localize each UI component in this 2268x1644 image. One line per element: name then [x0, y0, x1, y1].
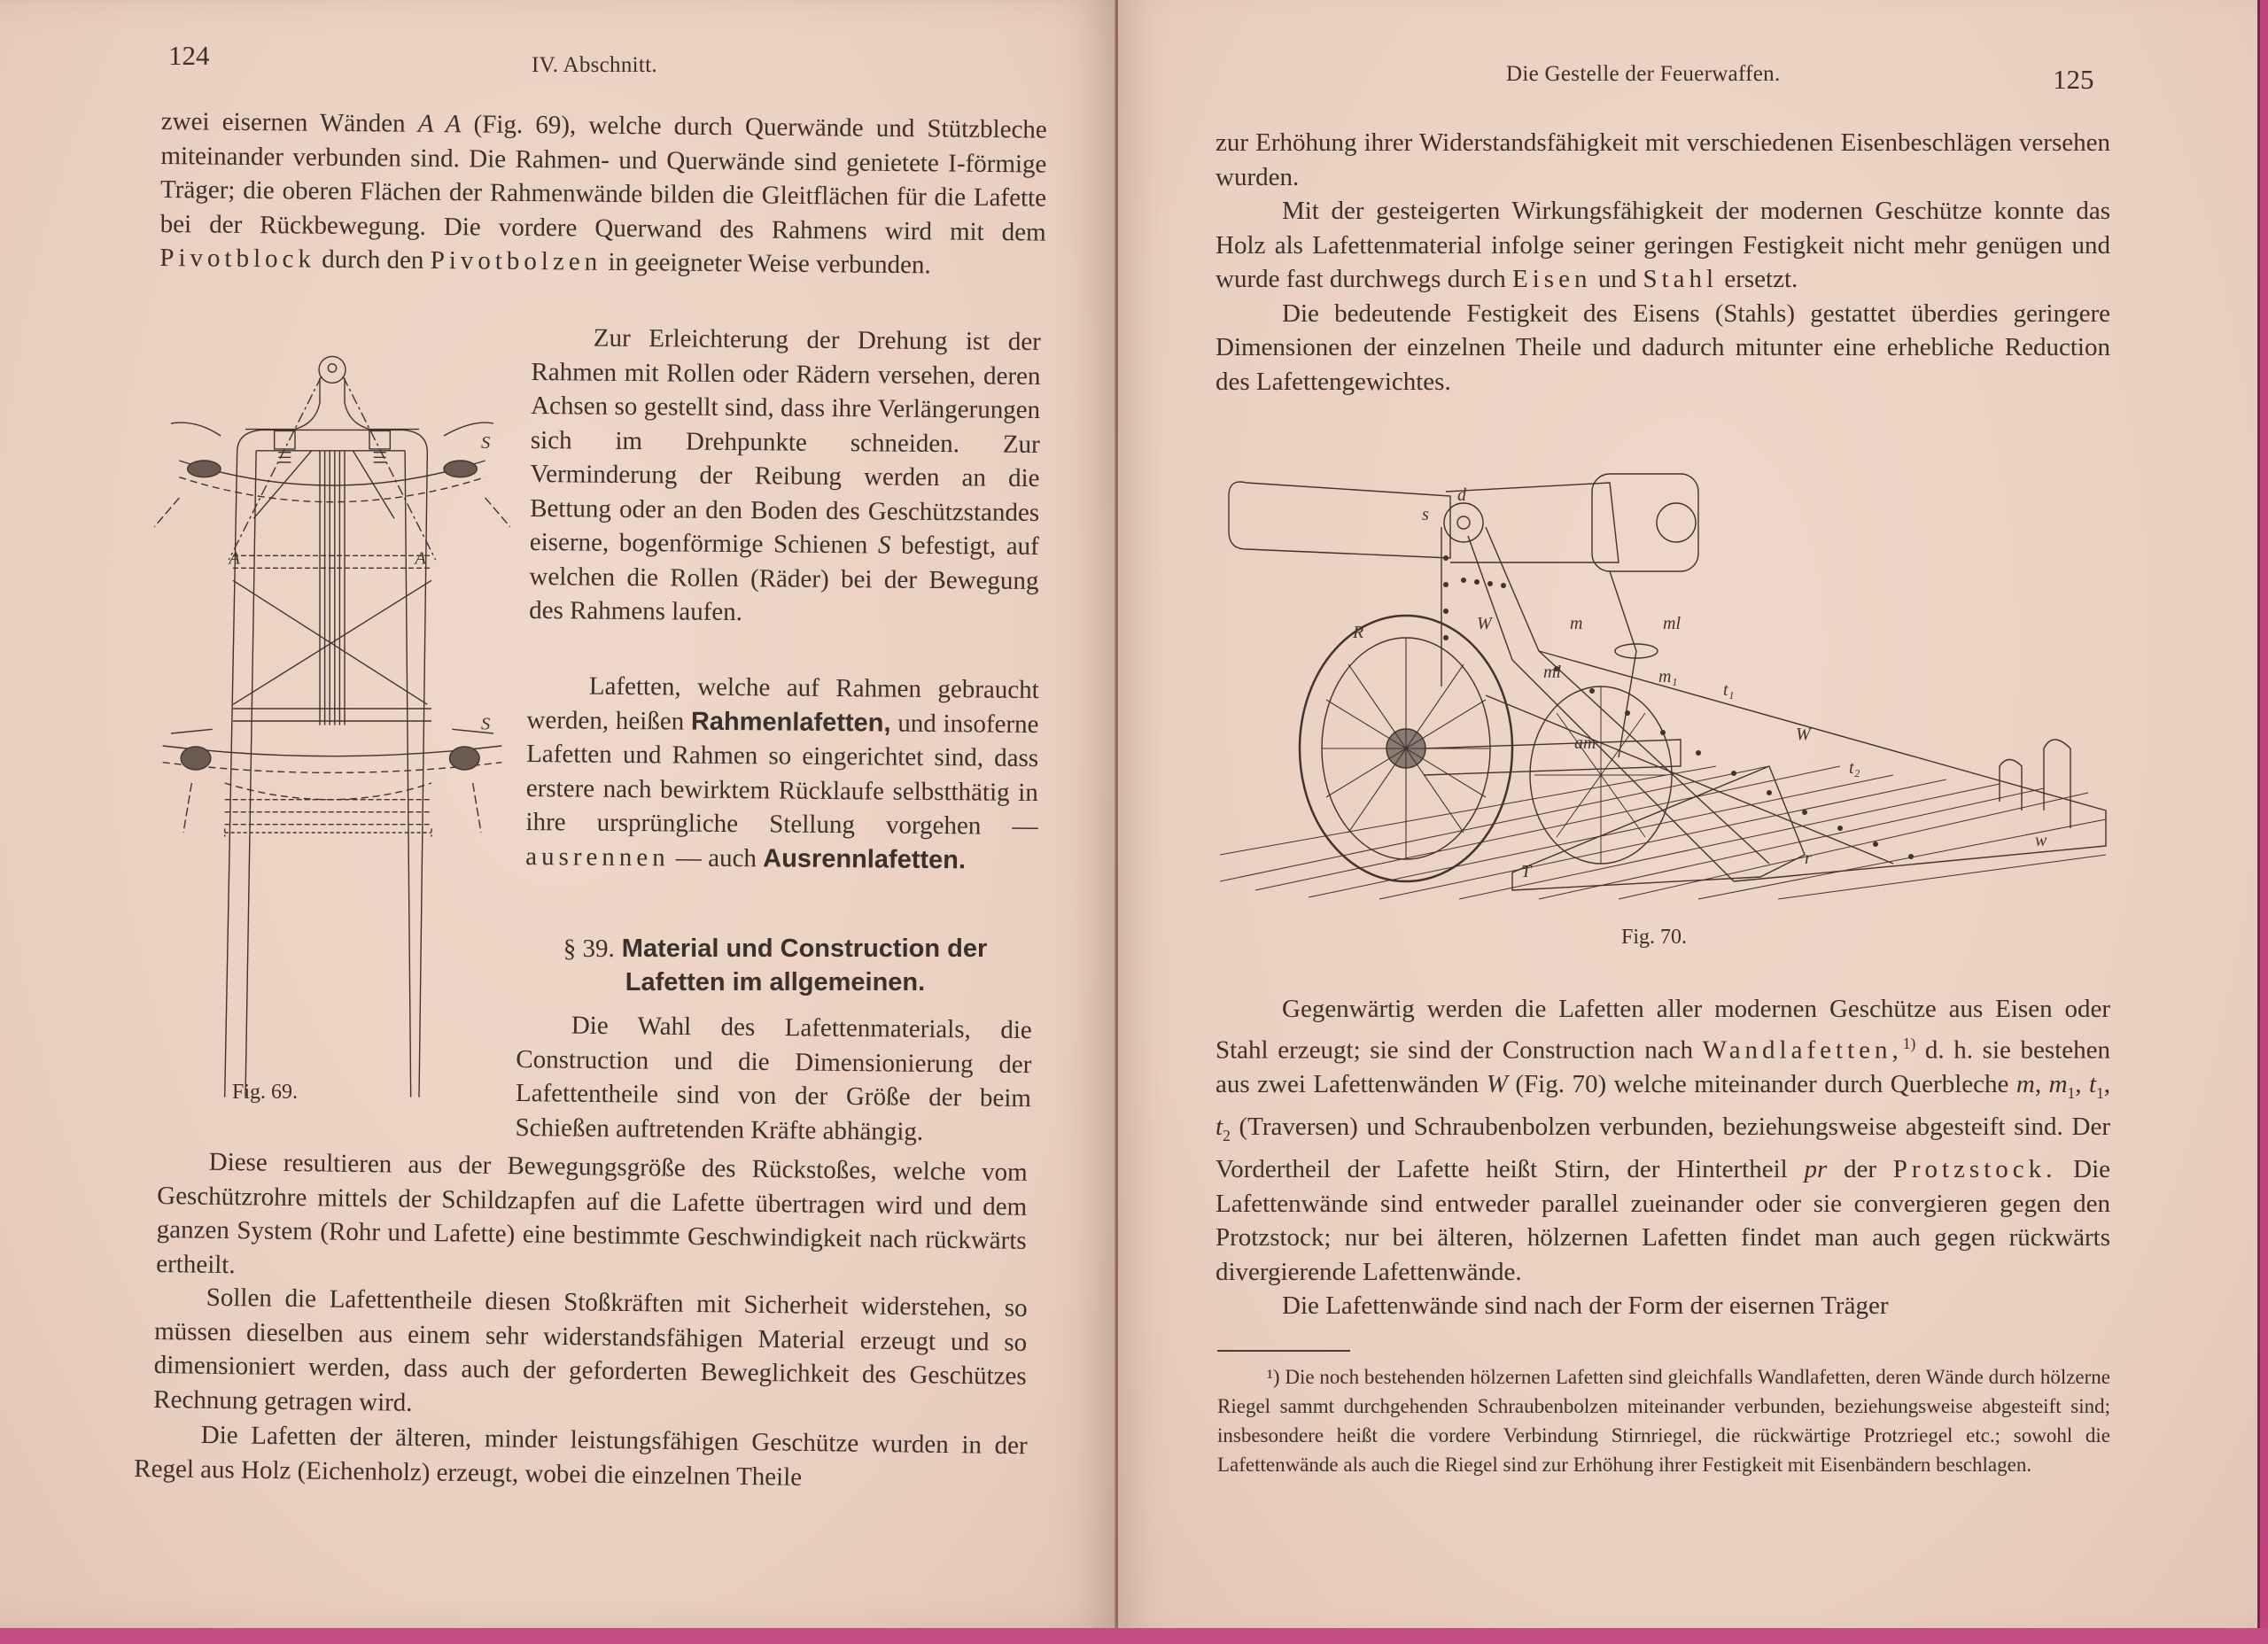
- label-s: s: [1422, 505, 1429, 524]
- label-w: w: [2035, 831, 2047, 850]
- right-page: [1118, 0, 2260, 1628]
- roller-bottom-right: [450, 747, 480, 770]
- footnote-marker: ¹): [1267, 1366, 1280, 1388]
- pivot-circle: [319, 356, 346, 383]
- label-w2: W: [1796, 725, 1811, 744]
- label-r: R: [1353, 623, 1364, 642]
- label-w1: W: [1477, 614, 1492, 633]
- label-a-right: A: [415, 548, 426, 569]
- handle: [2044, 740, 2070, 828]
- paragraph-sollen: Sollen die Lafettentheile diesen Stoßkräften mit Sicherheit widerstehen, so müssen dieselben aus einem sehr widerstandsfähigen Material erzeugt und so dimensioniert werden, dass auch der geforderten Beweglichkeit des Geschützes Rechnung getragen wird.: [153, 1283, 1028, 1417]
- page-number-left: 124: [168, 40, 210, 71]
- roller-top-left: [188, 461, 221, 477]
- label-t2: t₂: [1849, 758, 1860, 778]
- roller-top-right: [444, 461, 477, 477]
- paragraph-continued: zur Erhöhung ihrer Widerstandsfähigkeit mit verschiedenen Eisenbeschlägen versehen wurden. Mit der gesteigerten Wirkungsfähigkeit der modernen Geschütze konnte das Holz als Lafettenmaterial infolge seiner geringen Festigkeit nicht mehr genügen und wurde fast durchwegs durch Eisen und Stahl ersetzt. Die bedeutende Festigkeit des Eisens (Stahls) gestattet überdies geringere Dimensionen der einzelnen Theile und dadurch mitunter eine erhebliche Reduction des Lafettengewichtes.: [1216, 128, 2110, 396]
- label-a-left: A: [229, 548, 240, 569]
- deck-planks: [1220, 766, 2106, 899]
- running-head-left: IV. Abschnitt.: [532, 53, 657, 77]
- paragraph-aelteren: Die Lafetten der älteren, minder leistungsfähigen Geschütze wurden in der Regel aus Holz (Eichenholz) erzeugt, wobei die einzelnen Theile: [134, 1420, 1028, 1492]
- paragraph-rahmenlafetten: Lafetten, welche auf Rahmen gebraucht werden, heißen Rahmenlafetten, und insoferne Lafetten und Rahmen so eingerichtet sind, dass erstere nach bewirktem Rücklaufe selbstthätig in ihre ursprüngliche Stellung vorgehen — ausrennen — auch Ausrennlafetten.: [525, 671, 1039, 874]
- figure-69-caption: Fig. 69.: [232, 1081, 299, 1104]
- section-number: § 39.: [563, 934, 615, 963]
- axle: [1424, 740, 1681, 775]
- figure-69-frame-diagram: [146, 341, 518, 1076]
- paragraph-gegenwaertig: Gegenwärtig werden die Lafetten aller modernen Geschütze aus Eisen oder Stahl erzeugt; sie sind der Construction nach Wandlafetten,$^{1)}$ d. h. sie bestehen aus zwei Lafettenwänden W (Fig. 70) welche miteinander durch Querbleche m, $m_1$, $t_1$, $t_2$ (Traversen) und Schraubenbolzen verbunden, beziehungsweise abgesteift sind. Der Vordertheil der Lafette heißt Stirn, der Hintertheil pr der Protzstock. Die Lafettenwände sind entweder parallel zueinander oder sie convergieren gegen den Protzstock; nur bei älteren, hölzernen Lafetten findet man auch gegen rückwärts divergierende Lafettenwände. Die Lafettenwände sind nach der Form der eisernen Träger: [1216, 995, 2111, 1321]
- page-number-right: 125: [2053, 64, 2094, 95]
- figure-70-caption: Fig. 70.: [1621, 926, 1688, 949]
- rail-block: [1512, 766, 1805, 890]
- footnote-rule: [1217, 1350, 1350, 1352]
- paragraph-diese: Diese resultieren aus der Bewegungsgröße des Rückstoßes, welche vom Geschützrohre mittels der Schildzapfen auf die Lafette übertragen wird und dem ganzen System (Rohr und Lafette) eine bestimmte Geschwindigkeit nach rückwärts ertheilt.: [156, 1147, 1028, 1279]
- book-bottom-edge: [0, 1628, 2268, 1644]
- label-t: T: [1521, 862, 1532, 881]
- label-m1: m₁: [1658, 667, 1678, 686]
- elevating-screw: [1610, 571, 1636, 757]
- left-page: [0, 0, 1118, 1628]
- label-ml1: ml: [1663, 614, 1681, 633]
- label-m: m: [1570, 614, 1583, 633]
- label-ml2: ml: [1543, 663, 1561, 682]
- section-heading: § 39. Material und Construction der Lafetten im allgemeinen.: [563, 934, 988, 996]
- footnote-ref[interactable]: 1): [1902, 1034, 1916, 1052]
- figure-70-gun-carriage: [1220, 474, 2106, 899]
- roller-bottom-left: [181, 747, 211, 770]
- paragraph-drehung: Zur Erleichterung der Drehung ist der Rahmen mit Rollen oder Rädern versehen, deren Achsen so gestellt sind, dass ihre Verlängerungen sich im Drehpunkte schneiden. Zur Verminderung der Reibung werden an die Bettung oder an den Boden des Geschützstandes eiserne, bogenförmige Schienen S befestigt, auf welchen die Rollen (Räder) bei der Bewegung des Rahmens laufen.: [529, 323, 1041, 627]
- gun-barrel: [1229, 482, 1450, 558]
- paragraph-intro: zwei eisernen Wänden A A (Fig. 69), welche durch Querwände und Stützbleche miteinander verbunden sind. Die Rahmen- und Querwände sind genietete I-förmige Träger; die oberen Flächen der Rahmenwände bilden die Gleitflächen für die Lafette bei der Rückbewegung. Die vordere Querwand des Rahmens wird mit dem Pivotblock durch den Pivotbolzen in geeigneter Weise verbunden.: [159, 106, 1047, 280]
- label-r-lower: r: [1805, 849, 1812, 868]
- running-head-right: Die Gestelle der Feuerwaffen.: [1506, 62, 1781, 86]
- footnote: ¹) Die noch bestehenden hölzernen Lafetten sind gleichfalls Wandlafetten, deren Wände durch hölzerne Riegel sammt durchgehenden Schraubenbolzen miteinander verbunden, beziehungsweise abgesteift sind; insbesondere heißt die vordere Verbindung Stirnriegel, die rückwärtige Protzriegel etc.; sowohl die Lafettenwände als auch die Riegel sind zur Erhöhung ihrer Festigkeit mit Eisenbändern beschlagen.: [1217, 1366, 2110, 1476]
- breech: [1592, 474, 1698, 571]
- label-s-bottom: S: [481, 714, 491, 734]
- label-am: am: [1574, 733, 1596, 753]
- paragraph-wahl: Die Wahl des Lafettenmaterials, die Construction und die Dimensionierung der Lafettentheile sind von der Größe der beim Schießen auftretenden Kräfte abhängig.: [515, 1011, 1032, 1146]
- label-d: d: [1457, 485, 1466, 505]
- label-t1: t₁: [1723, 680, 1735, 700]
- label-s-top: S: [481, 433, 491, 453]
